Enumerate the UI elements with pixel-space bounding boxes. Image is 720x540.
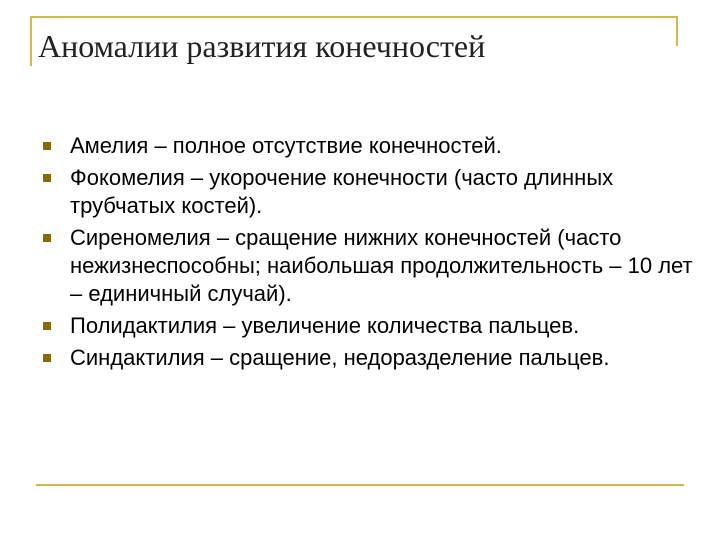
square-bullet-icon — [43, 174, 51, 182]
list-item-text: Полидактилия – увеличение количества пальцев. — [70, 313, 580, 338]
left-rule — [30, 16, 32, 66]
list-item-text: Амелия – полное отсутствие конечностей. — [70, 133, 502, 158]
square-bullet-icon — [43, 354, 51, 362]
slide-title: Аномалии развития конечностей — [38, 28, 486, 64]
bottom-rule — [36, 484, 684, 486]
list-item — [40, 344, 700, 372]
square-bullet-icon — [43, 142, 51, 150]
right-rule — [676, 16, 678, 46]
list-item — [40, 164, 700, 220]
list-item — [40, 132, 700, 160]
list-item-text: Сиреномелия – сращение нижних конечностей (часто нежизнеспособны; наибольшая продолжительность – 10 лет – единичный случай). — [70, 225, 693, 306]
list-item — [40, 224, 700, 308]
top-rule — [30, 16, 678, 18]
square-bullet-icon — [43, 234, 51, 242]
list-item — [40, 312, 700, 340]
list-item-text: Фокомелия – укорочение конечности (часто длинных трубчатых костей). — [70, 165, 614, 218]
list-item-text: Синдактилия – сращение, недоразделение пальцев. — [70, 345, 610, 370]
square-bullet-icon — [43, 322, 51, 330]
bullet-list — [40, 132, 700, 376]
